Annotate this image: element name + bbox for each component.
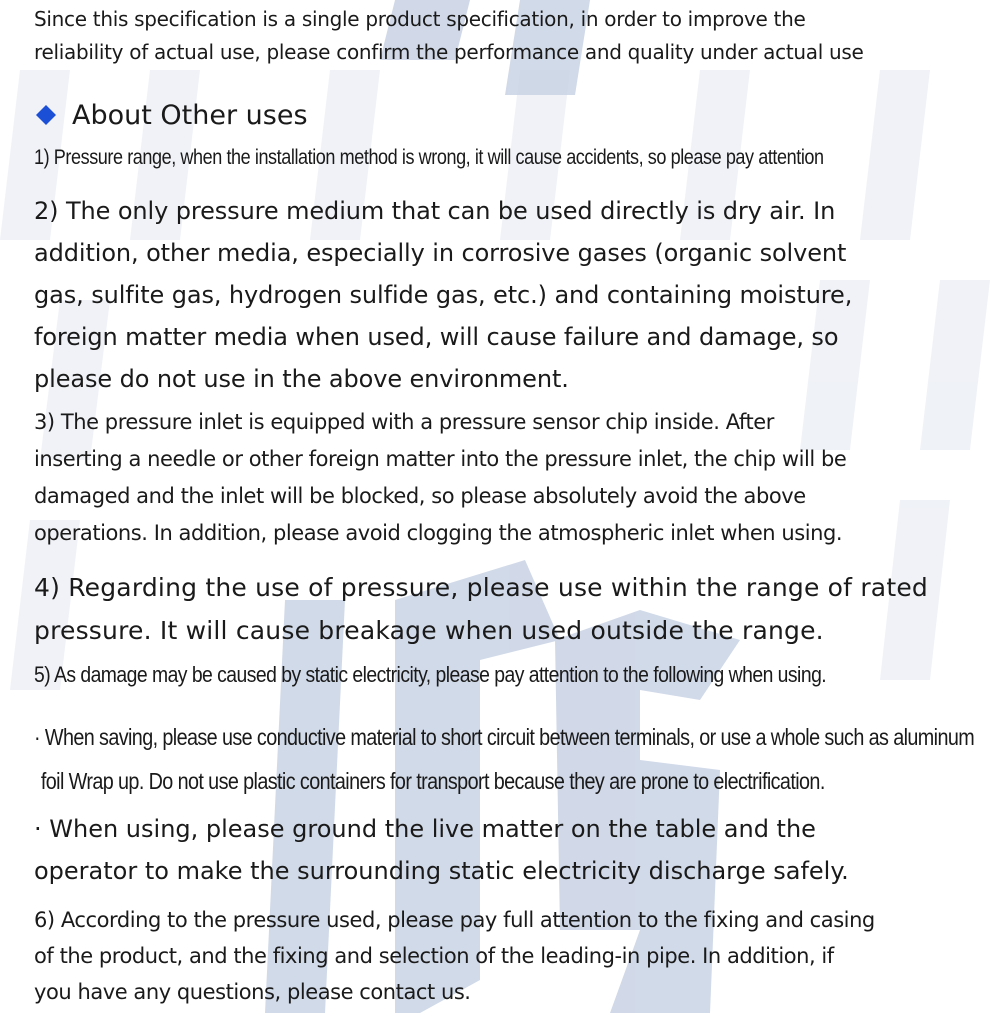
item-3-line: 3) The pressure inlet is equipped with a pressure sensor chip inside. After bbox=[34, 410, 774, 434]
section-title: About Other uses bbox=[72, 99, 308, 131]
item-4-paragraph bbox=[34, 566, 928, 652]
item-2-line: foreign matter media when used, will cause failure and damage, so bbox=[34, 323, 839, 351]
item-1-line: 1) Pressure range, when the installation method is wrong, it will cause accidents, so please pay attention bbox=[34, 146, 824, 169]
item-6-line: of the product, and the fixing and selection of the leading-in pipe. In addition, if bbox=[34, 944, 834, 968]
blue-diamond-icon bbox=[36, 105, 56, 125]
item-3-line: damaged and the inlet will be blocked, so please absolutely avoid the above bbox=[34, 484, 806, 508]
bullet-saving-paragraph bbox=[34, 715, 974, 803]
bullet-using-paragraph bbox=[34, 808, 849, 892]
item-6-line: 6) According to the pressure used, please pay full attention to the fixing and casing bbox=[34, 908, 875, 932]
item-4-line: pressure. It will cause breakage when used outside the range. bbox=[34, 616, 824, 645]
item-2-paragraph bbox=[34, 190, 852, 400]
item-2-line: please do not use in the above environment. bbox=[34, 365, 569, 393]
item-1-paragraph bbox=[34, 142, 824, 174]
item-3-line: inserting a needle or other foreign matter into the pressure inlet, the chip will be bbox=[34, 447, 847, 471]
item-6-paragraph bbox=[34, 902, 875, 1010]
bullet-saving-line: foil Wrap up. Do not use plastic containers for transport because they are prone to electrification. bbox=[40, 768, 825, 794]
item-4-line: 4) Regarding the use of pressure, please use within the range of rated bbox=[34, 573, 928, 602]
item-2-line: addition, other media, especially in corrosive gases (organic solvent bbox=[34, 239, 847, 267]
item-5-paragraph bbox=[34, 657, 826, 693]
item-2-line: 2) The only pressure medium that can be used directly is dry air. In bbox=[34, 197, 836, 225]
item-3-line: operations. In addition, please avoid clogging the atmospheric inlet when using. bbox=[34, 521, 843, 545]
bullet-saving-line: · When saving, please use conductive material to short circuit between terminals, or use a whole such as aluminum bbox=[34, 724, 975, 750]
section-heading bbox=[36, 95, 308, 135]
intro-paragraph bbox=[34, 3, 864, 69]
bullet-using-line: operator to make the surrounding static electricity discharge safely. bbox=[34, 857, 849, 885]
item-3-paragraph bbox=[34, 404, 846, 552]
item-5-line: 5) As damage may be caused by static electricity, please pay attention to the following when using. bbox=[34, 662, 827, 687]
item-6-line: you have any questions, please contact us. bbox=[34, 980, 471, 1004]
bullet-using-line: · When using, please ground the live matter on the table and the bbox=[34, 815, 816, 843]
item-2-line: gas, sulfite gas, hydrogen sulfide gas, etc.) and containing moisture, bbox=[34, 281, 853, 309]
intro-line: Since this specification is a single product specification, in order to improve the bbox=[34, 7, 806, 31]
intro-line: reliability of actual use, please confirm the performance and quality under actual use bbox=[34, 40, 864, 64]
